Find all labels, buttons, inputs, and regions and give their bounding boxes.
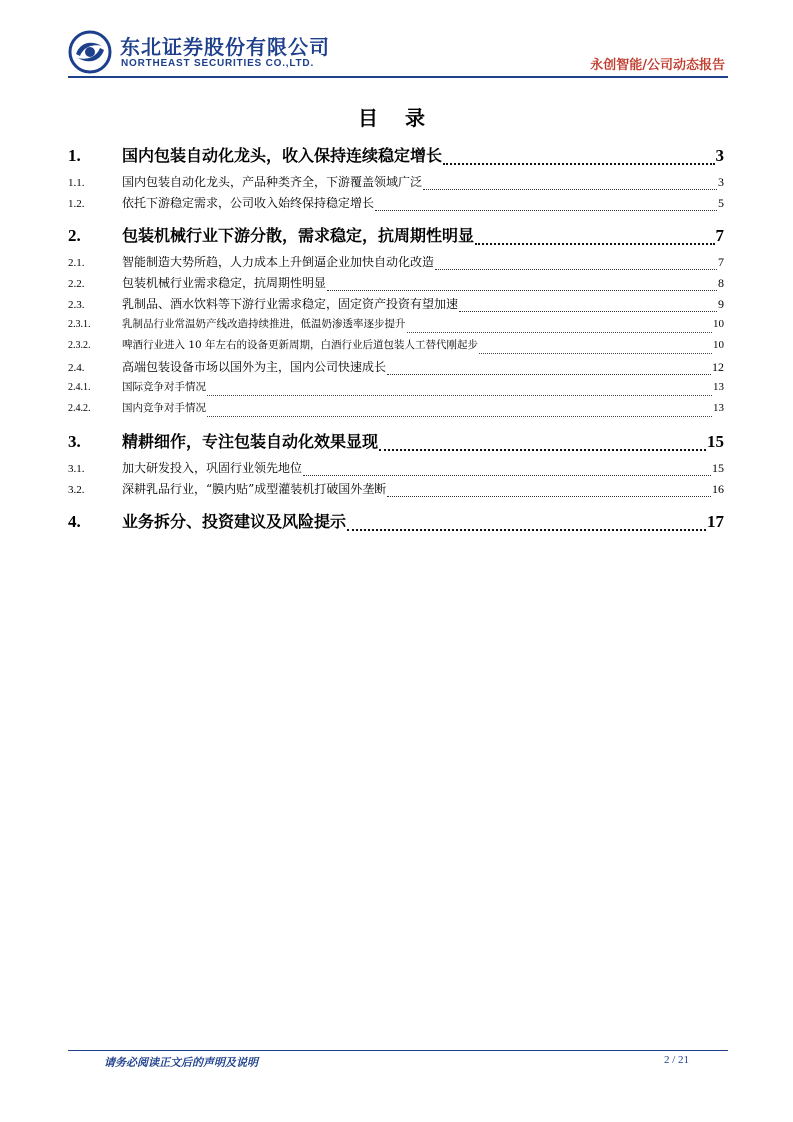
toc-entry-page: 9 bbox=[718, 297, 724, 311]
toc-entry-number: 2.3. bbox=[68, 299, 85, 311]
toc-entry-4[interactable] bbox=[68, 509, 724, 535]
header-divider bbox=[68, 76, 728, 78]
toc-entry-page: 10 bbox=[713, 318, 724, 330]
toc-entry-title: 深耕乳品行业，“膜内贴”成型灌装机打破国外垄断 bbox=[122, 482, 387, 496]
toc-entry-page: 8 bbox=[718, 276, 724, 290]
footer-disclaimer: 请务必阅读正文后的声明及说明 bbox=[104, 1056, 258, 1069]
toc-entry-number: 2.1. bbox=[68, 257, 85, 269]
toc-entry-page: 15 bbox=[712, 461, 724, 475]
toc-entry-title: 精耕细作，专注包装自动化效果显现 bbox=[122, 432, 379, 451]
toc-dot-leader bbox=[347, 529, 706, 531]
toc-dot-leader bbox=[207, 416, 712, 417]
toc-entry-number: 2.3.1. bbox=[68, 319, 91, 330]
toc-entry-title: 国内包装自动化龙头，产品种类齐全，下游覆盖领域广泛 bbox=[122, 175, 423, 189]
company-name-cn: 东北证券股份有限公司 bbox=[120, 35, 330, 59]
toc-entry-title: 乳制品行业常温奶产线改造持续推进，低温奶渗透率逐步提升 bbox=[122, 318, 406, 330]
toc-dot-leader bbox=[379, 449, 706, 451]
toc-entry-number: 2.4.1. bbox=[68, 382, 91, 393]
toc-entry-number: 3.1. bbox=[68, 463, 85, 475]
toc-entry-page: 10 bbox=[713, 339, 724, 351]
toc-entry-title: 国内包装自动化龙头，收入保持连续稳定增长 bbox=[122, 146, 443, 165]
toc-entry-1-2[interactable] bbox=[68, 194, 724, 215]
toc-entry-page: 3 bbox=[718, 175, 724, 189]
toc-entry-2-3-2[interactable] bbox=[68, 337, 724, 358]
toc-entry-page: 16 bbox=[712, 482, 724, 496]
toc-entry-2-4-1[interactable] bbox=[68, 379, 724, 400]
toc-dot-leader bbox=[475, 243, 714, 245]
footer-divider bbox=[68, 1050, 728, 1051]
toc-entry-number: 2.4. bbox=[68, 362, 85, 374]
toc-dot-leader bbox=[327, 290, 717, 291]
toc-dot-leader bbox=[443, 163, 714, 165]
toc-dot-leader bbox=[435, 269, 717, 270]
report-type: 永创智能/公司动态报告 bbox=[590, 58, 725, 73]
toc-entry-3-2[interactable] bbox=[68, 480, 724, 501]
toc-entry-page: 13 bbox=[713, 402, 724, 414]
northeast-securities-logo-icon bbox=[68, 30, 112, 74]
toc-entry-number: 2. bbox=[68, 226, 81, 245]
toc-entry-title: 加大研发投入，巩固行业领先地位 bbox=[122, 461, 303, 475]
toc-entry-3-1[interactable] bbox=[68, 459, 724, 480]
toc-entry-page: 13 bbox=[713, 381, 724, 393]
toc-entry-1-1[interactable] bbox=[68, 173, 724, 194]
toc-entry-title: 包装机械行业下游分散，需求稳定，抗周期性明显 bbox=[122, 226, 475, 245]
table-of-contents bbox=[68, 140, 724, 535]
toc-dot-leader bbox=[423, 189, 717, 190]
toc-dot-leader bbox=[387, 496, 711, 497]
toc-entry-page: 5 bbox=[718, 196, 724, 210]
toc-entry-title: 国际竞争对手情况 bbox=[122, 381, 206, 393]
toc-entry-2-4[interactable] bbox=[68, 358, 724, 379]
toc-entry-page: 7 bbox=[718, 255, 724, 269]
toc-entry-2-1[interactable] bbox=[68, 253, 724, 274]
toc-entry-number: 2.4.2. bbox=[68, 403, 91, 414]
toc-entry-title: 智能制造大势所趋，人力成本上升倒逼企业加快自动化改造 bbox=[122, 255, 435, 269]
toc-entry-number: 2.2. bbox=[68, 278, 85, 290]
toc-dot-leader bbox=[375, 210, 717, 211]
toc-dot-leader bbox=[303, 475, 711, 476]
toc-dot-leader bbox=[207, 395, 712, 396]
company-name-en: NORTHEAST SECURITIES CO.,LTD. bbox=[121, 58, 315, 69]
toc-entry-title: 业务拆分、投资建议及风险提示 bbox=[122, 512, 347, 531]
toc-entry-page: 7 bbox=[715, 226, 724, 245]
toc-entry-number: 1.1. bbox=[68, 177, 85, 189]
toc-entry-3[interactable] bbox=[68, 429, 724, 455]
toc-entry-title: 国内竞争对手情况 bbox=[122, 402, 206, 414]
toc-entry-1[interactable] bbox=[68, 143, 724, 169]
toc-entry-number: 2.3.2. bbox=[68, 340, 91, 351]
toc-entry-number: 3.2. bbox=[68, 484, 85, 496]
page-indicator: 2 / 21 bbox=[664, 1054, 690, 1066]
toc-dot-leader bbox=[407, 332, 713, 333]
toc-entry-2-3-1[interactable] bbox=[68, 316, 724, 337]
toc-entry-page: 15 bbox=[707, 432, 724, 451]
toc-entry-number: 1. bbox=[68, 146, 81, 165]
toc-entry-title: 啤酒行业进入 10 年左右的设备更新周期，白酒行业后道包装人工替代刚起步 bbox=[122, 339, 479, 351]
toc-entry-title: 乳制品、酒水饮料等下游行业需求稳定，固定资产投资有望加速 bbox=[122, 297, 459, 311]
toc-entry-2[interactable] bbox=[68, 223, 724, 249]
toc-entry-2-3[interactable] bbox=[68, 295, 724, 316]
toc-title: 目 录 bbox=[358, 106, 435, 130]
toc-entry-2-4-2[interactable] bbox=[68, 400, 724, 421]
toc-entry-2-2[interactable] bbox=[68, 274, 724, 295]
toc-dot-leader bbox=[479, 353, 712, 354]
page-header bbox=[68, 30, 725, 74]
toc-entry-title: 包装机械行业需求稳定，抗周期性明显 bbox=[122, 276, 327, 290]
toc-entry-number: 4. bbox=[68, 512, 81, 531]
toc-dot-leader bbox=[459, 311, 717, 312]
toc-entry-page: 17 bbox=[707, 512, 724, 531]
toc-entry-number: 3. bbox=[68, 432, 81, 451]
toc-entry-title: 高端包装设备市场以国外为主，国内公司快速成长 bbox=[122, 360, 387, 374]
toc-entry-page: 3 bbox=[715, 146, 724, 165]
toc-entry-title: 依托下游稳定需求，公司收入始终保持稳定增长 bbox=[122, 196, 375, 210]
toc-entry-number: 1.2. bbox=[68, 198, 85, 210]
toc-entry-page: 12 bbox=[712, 360, 724, 374]
toc-dot-leader bbox=[387, 374, 711, 375]
